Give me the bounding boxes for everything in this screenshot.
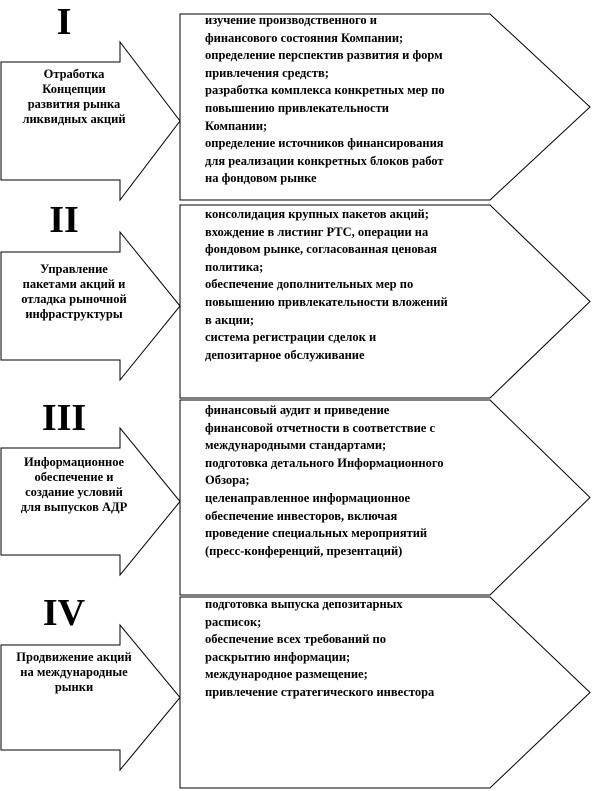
- stage-label: Отработка Концепции развития рынка ликвидных акций: [22, 67, 126, 126]
- stage-tasks: изучение производственного и финансового состояния Компании; определение перспектив развития и форм привлечения средств; разработка комплекса конкретных мер по повышению привлекательности Компании; определение источников финансирования для реализации конкретных блоков работ на фондовом рынке: [205, 13, 445, 186]
- stage-tasks: финансовый аудит и приведение финансовой отчетности в соответствие с международными стандартами; подготовка детального Информационного Обзора; целенаправленное информационное обеспечение инвесторов, включая проведение специальных мероприятий (пресс-конференций, презентаций): [205, 403, 444, 558]
- stage-arrow: [1, 625, 180, 770]
- stage-number: II: [49, 199, 79, 241]
- stage-number: IV: [42, 592, 86, 634]
- stage-tasks: подготовка выпуска депозитарных расписок; обеспечение всех требований по раскрытию информации; международное размещение; привлечение стратегического инвестора: [205, 597, 435, 699]
- stage-label: Информационное обеспечение и создание условий для выпусков АДР: [20, 455, 128, 514]
- stage-number: III: [41, 397, 87, 439]
- stage-number: I: [56, 1, 72, 43]
- stage-label: Управление пакетами акций и отладка рыночной инфраструктуры: [21, 262, 127, 321]
- stage-label: Продвижение акций на международные рынки: [16, 650, 132, 694]
- stage-tasks: консолидация крупных пакетов акций; вхождение в листинг РТС, операции на фондовом рынке, согласованная ценовая политика; обеспечение дополнительных мер по повышению привлекательности вложений в акции; система регистрации сделок и депозитарное обслуживание: [205, 207, 448, 362]
